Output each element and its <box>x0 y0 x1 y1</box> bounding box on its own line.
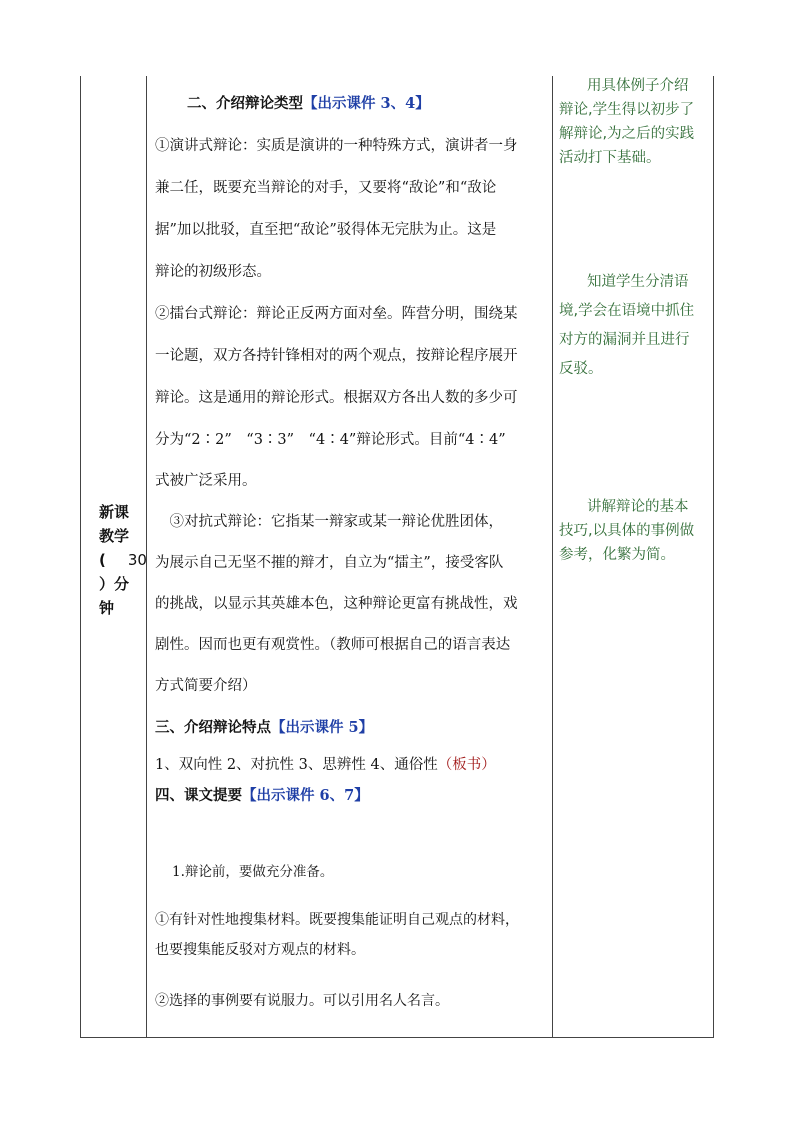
section2-line: 分为“2∶2” “3∶3” “4∶4”辩论形式。目前“4∶4” <box>155 432 506 448</box>
section2-line: 为展示自己无坚不摧的辩才，自立为“擂主”，接受客队 <box>155 555 504 571</box>
section3-courseware-tag: 【出示课件 5】 <box>271 719 374 736</box>
section3-heading-row <box>155 716 552 737</box>
section2-line: ①演讲式辩论：实质是演讲的一种特殊方式，演讲者一身 <box>155 138 518 154</box>
table-border-right <box>713 76 714 1038</box>
section2-line: 一论题，双方各持针锋相对的两个观点，按辩论程序展开 <box>155 348 518 364</box>
section2-line: 剧性。因而也更有观赏性。（教师可根据自己的语言表达 <box>155 637 511 653</box>
section2-line: 的挑战，以显示其英雄本色，这种辩论更富有挑战性，戏 <box>155 596 518 612</box>
section2-heading: 二、介绍辩论类型 <box>187 96 303 112</box>
stage-label-line3: ( 30 <box>99 551 147 569</box>
section3-list: 1、双向性 2、对抗性 3、思辨性 4、通俗性（板书） <box>155 757 496 773</box>
stage-label-line4: ）分 <box>99 575 130 593</box>
section3-heading: 三、介绍辩论特点 <box>155 720 271 736</box>
section2-line: 方式简要介绍） <box>155 678 257 694</box>
section2-line: 式被广泛采用。 <box>155 473 257 489</box>
table-border-bottom <box>80 1037 714 1038</box>
stage-label <box>81 500 146 620</box>
section2-line: ②擂台式辩论：辩论正反两方面对垒。阵营分明，围绕某 <box>155 306 518 322</box>
section4-sub1-line2: 也要搜集能反驳对方观点的材料。 <box>155 942 365 958</box>
stage-label-line1: 新课 <box>99 503 130 521</box>
section4-point1: 1.辩论前，要做充分准备。 <box>172 864 334 880</box>
section2-line: 据”加以批驳，直至把“敌论”驳得体无完肤为止。这是 <box>155 222 497 238</box>
section4-heading-row <box>155 784 552 805</box>
section2-courseware-tag: 【出示课件 3、4】 <box>303 95 430 112</box>
section4-courseware-tag: 【出示课件 6、7】 <box>242 787 369 804</box>
section2-line: 辩论。这是通用的辩论形式。根据双方各出人数的多少可 <box>155 390 518 406</box>
section4-heading: 四、课文提要 <box>155 788 242 804</box>
section2-line: 辩论的初级形态。 <box>155 264 271 280</box>
stage-label-line5: 钟 <box>99 599 115 617</box>
section4-sub1-line1: ①有针对性地搜集材料。既要搜集能证明自己观点的材料， <box>155 912 519 928</box>
note-techniques: 讲解辩论的基本 技巧,以具体的事例做 参考，化繁为简。 <box>559 499 695 563</box>
section2-heading-row <box>187 92 584 113</box>
note-context: 知道学生分清语 境,学会在语境中抓住 对方的漏洞并且进行 反驳。 <box>559 274 695 377</box>
note-examples: 用具体例子介绍 辩论,学生得以初步了 解辩论,为之后的实践 活动打下基础。 <box>559 78 695 166</box>
table-divider-notes <box>552 76 553 1038</box>
board-note: 板书 <box>452 757 482 773</box>
stage-label-line2: 教学 <box>99 527 130 545</box>
section2-line: ③对抗式辩论：它指某一辩家或某一辩论优胜团体， <box>155 514 503 530</box>
section4-sub2: ②选择的事例要有说服力。可以引用名人名言。 <box>155 993 449 1009</box>
section2-line: 兼二任，既要充当辩论的对手，又要将“敌论”和“敌论 <box>155 180 497 196</box>
